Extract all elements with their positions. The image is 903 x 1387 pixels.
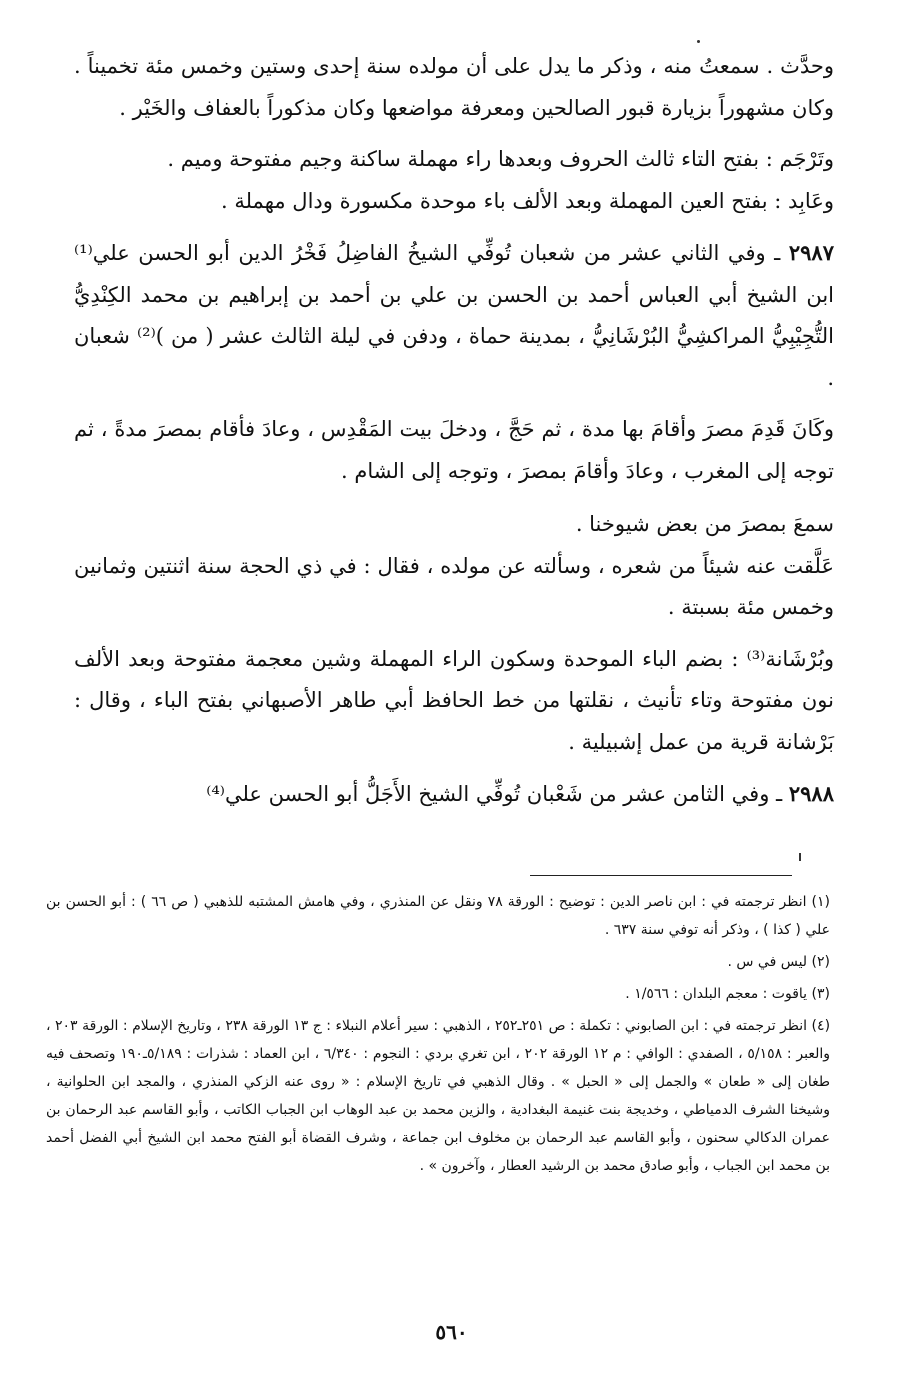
entry-text: ـ وفي الثامن عشر من شَعْبان تُوفِّي الشيخ الأَجَلُّ أبو الحسن علي⁽⁴⁾ bbox=[206, 782, 783, 806]
footnote-4: (٤) انظر ترجمته في : ابن الصابوني : تكملة : ص ٢٥١ـ٢٥٢ ، الذهبي : سير أعلام النبلاء : ج ١٣ الورقة ٢٣٨ ، وتاريخ الإسلام : الورقة ٢٠٣ ، والعبر : ٥/١٥٨ ، الصفدي : الوافي : م ١٢ الورقة ٢٠٢ ، ابن تغري بردي : النجوم : ٦/٣٤٠ ، ابن العماد : شذرات : ٥/١٨٩ـ١٩٠ وتصحف فيه طغان إلى « طعان » والجمل إلى « الحبل » . وقال الذهبي في تاريخ الإسلام : « روى عنه الزكي المنذري ، والمجد ابن الحلوانية ، وشيخنا الشرف الدمياطي ، وخديجة بنت غنيمة البغدادية ، والزين محمد بن عبد الوهاب ابن الجباب الكاتب ، وأبو القاسم عبد الرحمان بن عمران الدكالي سحنون ، وأبو القاسم عبد الرحمان بن مخلوف ابن جماعة ، وشرف القضاة أبو الفتح محمد ابن الشيخ أبي الفضل أحمد بن محمد ابن الجباب ، وأبو صادق محمد بن الرشيد العطار ، وآخرون » . bbox=[46, 1018, 831, 1174]
paragraph-barshana: وبُرْشَانة⁽³⁾ : بضم الباء الموحدة وسكون الراء المهملة وشين معجمة مفتوحة وبعد الألف نون مفتوحة وتاء تأنيث ، نقلتها من خط الحافظ أبي طاهر الأصبهاني بفتح الباء ، وقال : بَرْشانة قرية من عمل إشبيلية . bbox=[74, 646, 834, 754]
footnote-separator bbox=[530, 875, 792, 876]
entry-2987 bbox=[74, 232, 834, 399]
footnote-1: (١) انظر ترجمته في : ابن ناصر الدين : توضيح : الورقة ٧٨ ونقل عن المنذري ، وفي هامش المشتبه للذهبي ( ص ٦٦ ) : أبو الحسن بن علي ( كذا ) ، وذكر أنه توفي سنة ٦٣٧ . bbox=[46, 894, 831, 938]
paragraph-tarjam: وتَرْجَم : بفتح التاء ثالث الحروف وبعدها راء مهملة ساكنة وجيم مفتوحة وميم . bbox=[167, 147, 834, 171]
entry-number: ٢٩٨٨ bbox=[788, 781, 834, 806]
paragraph-birth: عَلَّقت عنه شيئاً من شعره ، وسألته عن مولده ، فقال : في ذي الحجة سنة اثنتين وثمانين وخمس مئة بسبتة . bbox=[74, 553, 834, 619]
paragraph-heard: سمعَ بمصرَ من بعض شيوخنا . bbox=[575, 512, 834, 536]
ink-speck bbox=[697, 40, 700, 43]
entry-2988 bbox=[74, 773, 834, 816]
paragraph-1: وحدَّث . سمعتُ منه ، وذكر ما يدل على أن مولده سنة إحدى وستين وخمس مئة تخميناً . وكان مشهوراً بزيارة قبور الصالحين ومعرفة مواضعها وكان مذكوراً بالعفاف والخَيْر . bbox=[74, 54, 834, 120]
main-text bbox=[74, 46, 834, 816]
paragraph-travels: وكَانَ قَدِمَ مصرَ وأقامَ بها مدة ، ثم حَجَّ ، ودخلَ بيت المَقْدِس ، وعادَ فأقام بمصرَ مدةً ، ثم توجه إلى المغرب ، وعادَ وأقامَ بمصرَ ، وتوجه إلى الشام . bbox=[74, 417, 834, 483]
paragraph-abid: وعَابِد : بفتح العين المهملة وبعد الألف باء موحدة مكسورة ودال مهملة . bbox=[221, 188, 834, 213]
footnote-2: (٢) ليس في س . bbox=[727, 954, 830, 970]
entry-number: ٢٩٨٧ bbox=[788, 240, 834, 265]
ink-mark bbox=[799, 853, 801, 861]
entry-text: ـ وفي الثاني عشر من شعبان تُوفِّي الشيخُ الفاضِلُ فَخْرُ الدين أبو الحسن علي⁽¹⁾ ابن الشيخ أبي العباس أحمد بن الحسن بن علي بن أحمد بن إبراهيم بن محمد الكِنْدِيُّ التُّجِيْبِيُّ المراكشِيُّ البُرْشَانِيُّ ، بمدينة حماة ، ودفن في ليلة الثالث عشر ( من )⁽²⁾ شعبان . bbox=[74, 241, 835, 390]
page-number: ٥٦٠ bbox=[435, 1320, 468, 1344]
footnote-3: (٣) ياقوت : معجم البلدان : ١/٥٦٦ . bbox=[625, 986, 830, 1002]
footnotes bbox=[46, 888, 830, 1184]
